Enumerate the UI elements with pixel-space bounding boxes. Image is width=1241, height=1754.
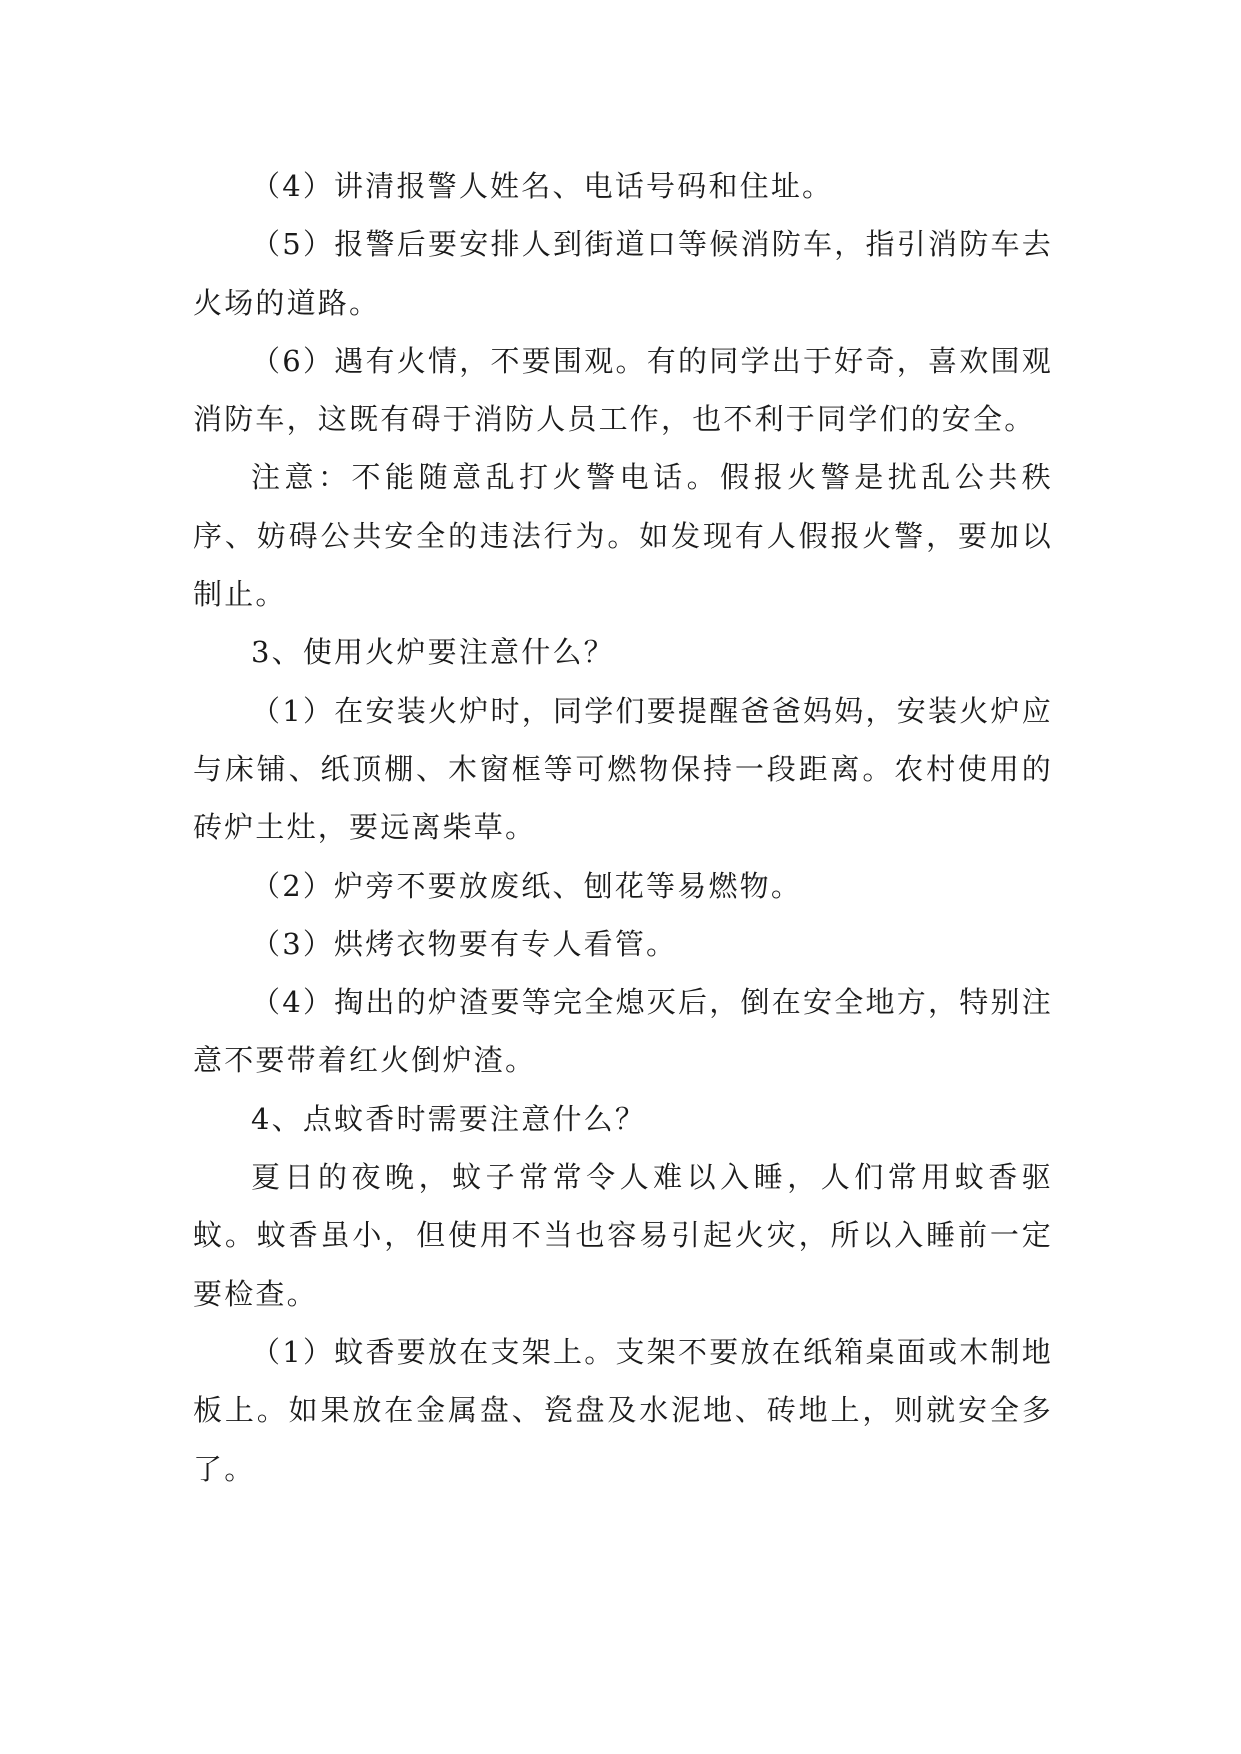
mosquito-coil-intro: 夏日的夜晚，蚊子常常令人难以入睡，人们常用蚊香驱蚊。蚊香虽小，但使用不当也容易引起火灾，所以入睡前一定要检查。 <box>193 1160 1053 1311</box>
mosquito-coil-item-1: （1）蚊香要放在支架上。支架不要放在纸箱桌面或木制地板上。如果放在金属盘、瓷盘及水泥地、砖地上，则就安全多了。 <box>193 1334 1053 1486</box>
stove-item-2: （2）炉旁不要放废纸、刨花等易燃物。 <box>251 868 803 903</box>
stove-item-1: （1）在安装火炉时，同学们要提醒爸爸妈妈，安装火炉应与床铺、纸顶棚、木窗框等可燃物保持一段距离。农村使用的砖炉土灶，要远离柴草。 <box>193 693 1053 845</box>
item-6-do-not-crowd: （6）遇有火情，不要围观。有的同学出于好奇，喜欢围观消防车，这既有碍于消防人员工作，也不利于同学们的安全。 <box>193 343 1053 437</box>
note-false-alarm: 注意：不能随意乱打火警电话。假报火警是扰乱公共秩序、妨碍公共安全的违法行为。如发现有人假报火警，要加以制止。 <box>193 460 1053 612</box>
section-heading-stove: 3、使用火炉要注意什么？ <box>251 635 615 670</box>
item-4-caller-info: （4）讲清报警人姓名、电话号码和住址。 <box>251 169 834 203</box>
document-page <box>193 157 1053 1498</box>
item-5-guide-fire-truck: （5）报警后要安排人到街道口等候消防车，指引消防车去火场的道路。 <box>193 227 1053 320</box>
stove-item-4: （4）掏出的炉渣要等完全熄灭后，倒在安全地方，特别注意不要带着红火倒炉渣。 <box>193 985 1053 1078</box>
section-heading-mosquito-coil: 4、点蚊香时需要注意什么？ <box>251 1101 647 1136</box>
stove-item-3: （3）烘烤衣物要有专人看管。 <box>251 926 678 961</box>
